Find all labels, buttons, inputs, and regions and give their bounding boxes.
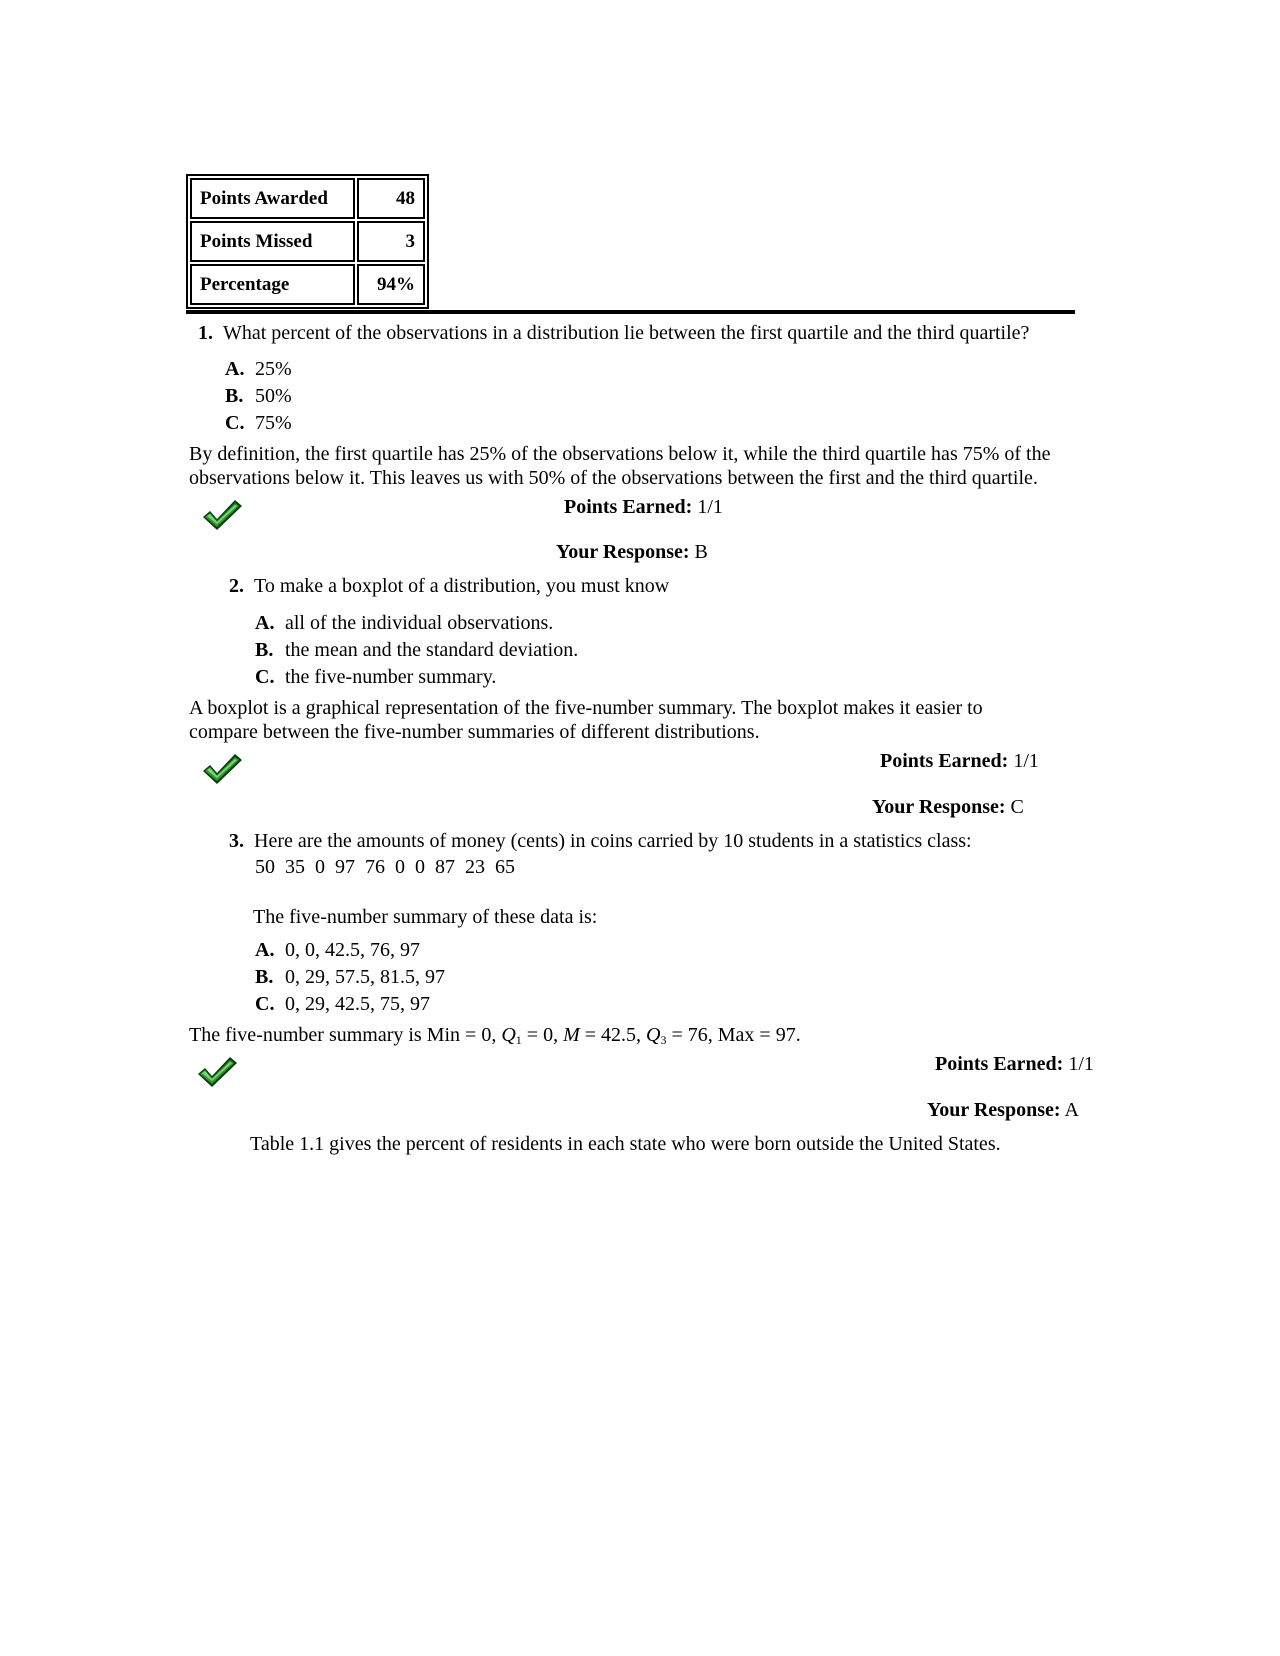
option-text: 50% (255, 385, 292, 407)
explanation-part: The five-number summary is Min = 0, (189, 1024, 502, 1046)
score-row (190, 178, 425, 219)
question-1 (198, 322, 1029, 345)
option-letter: B. (255, 966, 274, 988)
points-awarded-value: 48 (357, 178, 425, 219)
q2-option-c (255, 666, 496, 689)
correct-check-icon (195, 1054, 239, 1090)
option-text: the five-number summary. (285, 666, 497, 688)
q3-option-b (255, 966, 445, 989)
question-3 (229, 830, 972, 853)
question-text: To make a boxplot of a distribution, you must know (254, 575, 670, 597)
question-number: 1. (198, 322, 213, 344)
option-text: 0, 0, 42.5, 76, 97 (285, 939, 420, 961)
question-number: 3. (229, 830, 244, 852)
q1-option-c (225, 412, 292, 435)
your-response-label: Your Response: (927, 1099, 1061, 1121)
score-row (190, 264, 425, 305)
footer-text: Table 1.1 gives the percent of residents in each state who were born outside the United States. (250, 1133, 1001, 1155)
option-text: 0, 29, 57.5, 81.5, 97 (285, 966, 445, 988)
option-letter: B. (225, 385, 244, 407)
option-text: 0, 29, 42.5, 75, 97 (285, 993, 430, 1015)
correct-check-icon (200, 497, 244, 533)
your-response-label: Your Response: (556, 541, 690, 563)
option-letter: A. (225, 358, 245, 380)
explanation-part: = 42.5, (579, 1024, 647, 1046)
option-text: 75% (255, 412, 292, 434)
q3-variable: Q (646, 1024, 661, 1046)
explanation-part: = 0, (521, 1024, 564, 1046)
your-response-value: B (694, 541, 708, 563)
option-text: all of the individual observations. (285, 612, 554, 634)
option-text: 25% (255, 358, 292, 380)
points-earned-value: 1/1 (697, 496, 723, 518)
q1-explanation-line-1: By definition, the first quartile has 25% of the observations below it, while the third quartile has 75% of the (189, 443, 1051, 465)
q1-explanation-line-2: observations below it. This leaves us with 50% of the observations between the first and the third quartile. (189, 467, 1038, 489)
option-letter: A. (255, 612, 275, 634)
q1-option-a (225, 358, 292, 381)
option-letter: C. (255, 666, 275, 688)
points-earned-label: Points Earned: (935, 1053, 1064, 1075)
option-letter: C. (255, 993, 275, 1015)
your-response-label: Your Response: (872, 796, 1006, 818)
correct-check-icon (200, 751, 244, 787)
your-response-value: A (1064, 1099, 1079, 1121)
q3-option-c (255, 993, 430, 1016)
points-awarded-label: Points Awarded (190, 178, 355, 219)
points-earned-value: 1/1 (1013, 750, 1039, 772)
q2-explanation-line-1: A boxplot is a graphical representation of the five-number summary. The boxplot makes it easier to (189, 697, 983, 719)
q2-option-b (255, 639, 578, 662)
score-table (186, 174, 429, 309)
question-2 (229, 575, 669, 598)
q2-explanation-line-2: compare between the five-number summaries of different distributions. (189, 721, 760, 743)
option-text: the mean and the standard deviation. (285, 639, 579, 661)
score-row (190, 221, 425, 262)
question-text: Here are the amounts of money (cents) in coins carried by 10 students in a statistics class: (254, 830, 972, 852)
section-divider (186, 310, 1075, 314)
points-earned-label: Points Earned: (880, 750, 1009, 772)
q3-option-a (255, 939, 420, 962)
your-response-value: C (1010, 796, 1024, 818)
points-earned-label: Points Earned: (564, 496, 693, 518)
percentage-value: 94% (357, 264, 425, 305)
q2-points-earned (880, 750, 1039, 773)
option-letter: A. (255, 939, 275, 961)
question-text: What percent of the observations in a distribution lie between the first quartile and the third quartile? (223, 322, 1030, 344)
q2-option-a (255, 612, 553, 635)
q1-your-response (556, 541, 708, 564)
percentage-label: Percentage (190, 264, 355, 305)
q3-subtext: The five-number summary of these data is: (253, 906, 598, 928)
q3-points-earned (935, 1053, 1094, 1076)
q1-points-earned (564, 496, 723, 519)
q3-your-response (927, 1099, 1079, 1122)
question-number: 2. (229, 575, 244, 597)
q1-variable: Q (501, 1024, 516, 1046)
points-missed-value: 3 (357, 221, 425, 262)
q3-subscript: 3 (660, 1033, 667, 1047)
option-letter: B. (255, 639, 274, 661)
q1-subscript: 1 (515, 1033, 522, 1047)
points-missed-label: Points Missed (190, 221, 355, 262)
points-earned-value: 1/1 (1068, 1053, 1094, 1075)
median-variable: M (563, 1024, 580, 1046)
q1-option-b (225, 385, 292, 408)
option-letter: C. (225, 412, 245, 434)
q3-data-values: 50 35 0 97 76 0 0 87 23 65 (255, 856, 515, 878)
explanation-part: = 76, Max = 97. (666, 1024, 801, 1046)
q2-your-response (872, 796, 1024, 819)
q3-explanation (189, 1024, 801, 1048)
